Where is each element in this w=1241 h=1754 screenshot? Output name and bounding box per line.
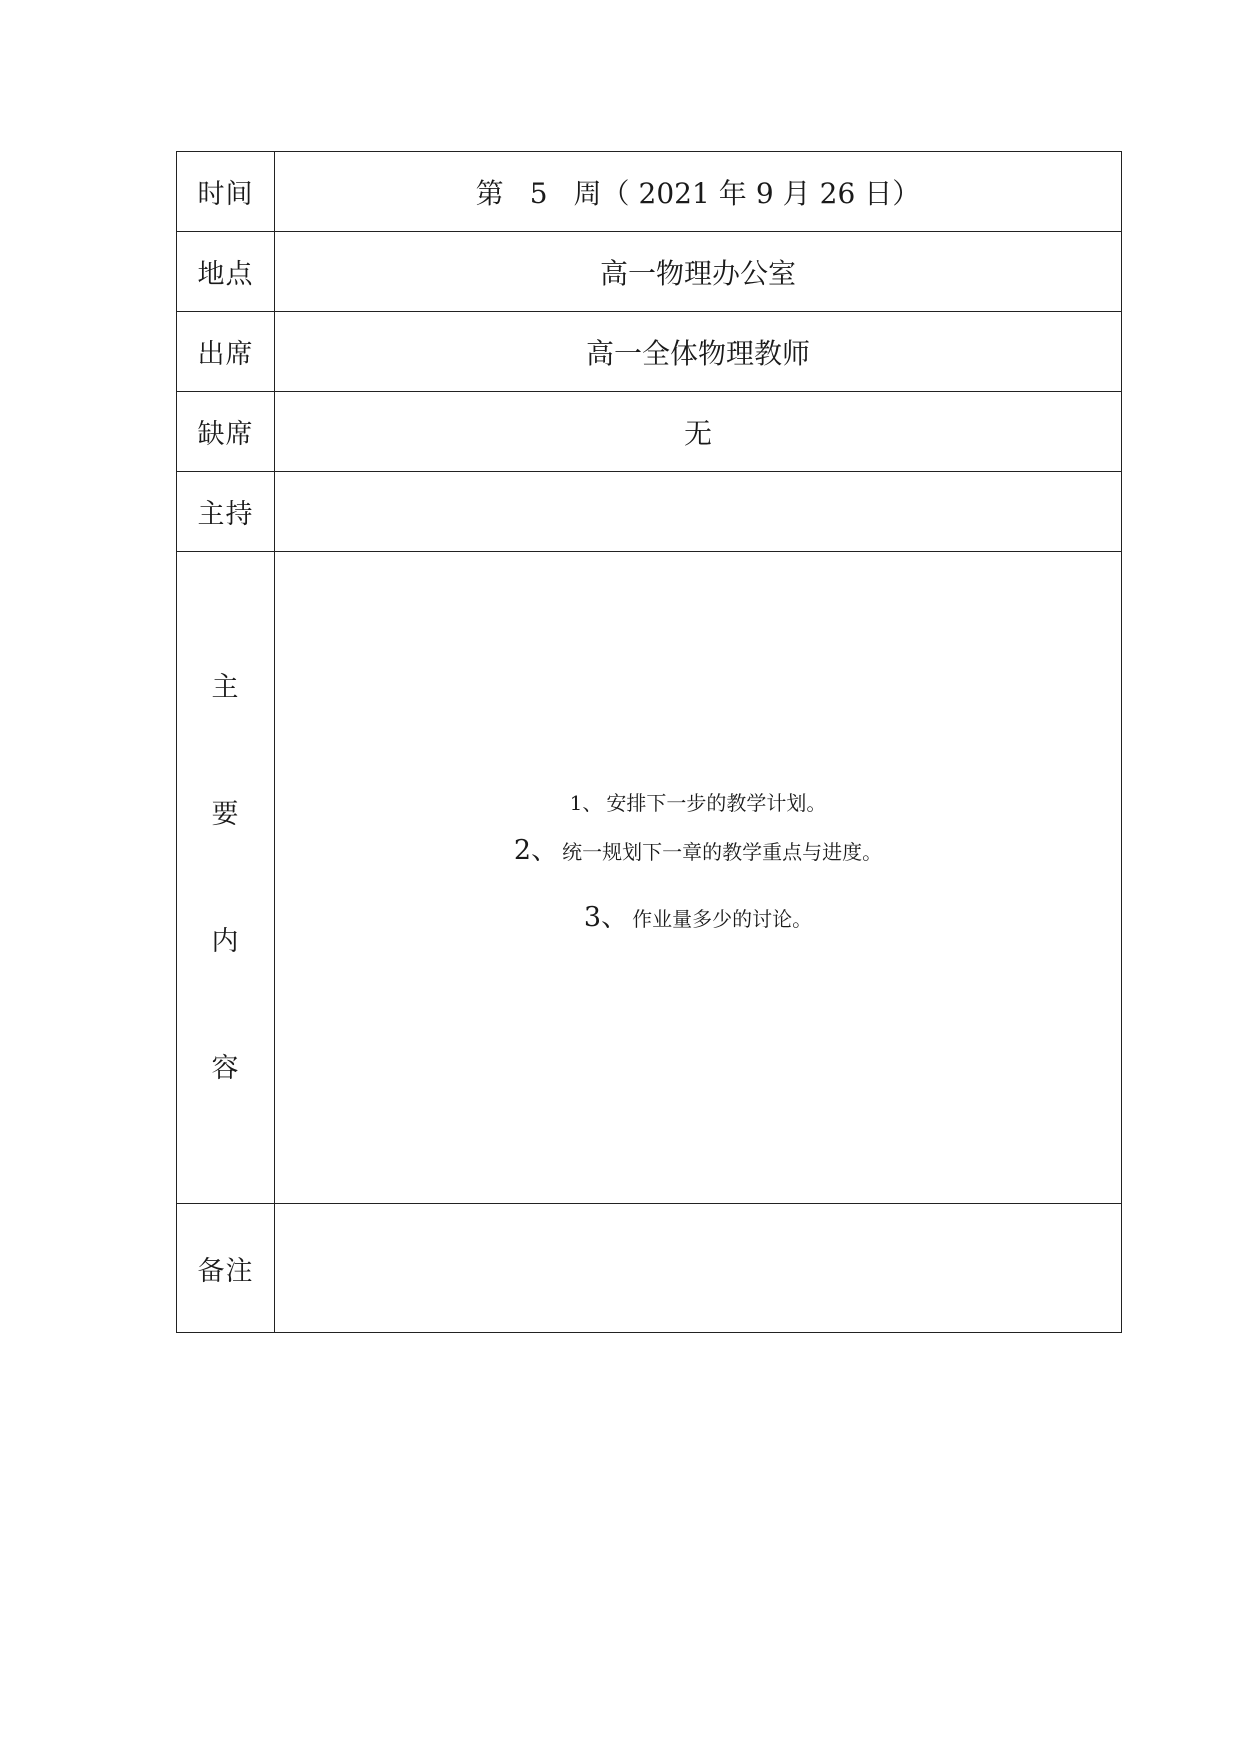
list-item — [514, 835, 882, 867]
meeting-record-table — [176, 151, 1122, 1333]
main-content-label — [177, 552, 275, 1204]
main-content-label-char: 要 — [211, 798, 240, 830]
absent-label: 缺席 — [177, 392, 275, 472]
day-value: 26 — [819, 176, 856, 210]
day-unit: 日） — [864, 176, 921, 210]
attendees-value: 高一全体物理教师 — [275, 312, 1122, 392]
week-number: 5 — [529, 176, 548, 210]
month-unit: 月 — [782, 176, 811, 210]
remarks-label: 备注 — [177, 1204, 275, 1333]
main-content-label-char: 容 — [211, 1052, 240, 1084]
item-number: 3、 — [583, 901, 629, 933]
time-label: 时间 — [177, 152, 275, 232]
list-item — [584, 902, 812, 934]
main-content-value — [275, 552, 1122, 1204]
item-number: 1、 — [569, 791, 603, 816]
host-label: 主持 — [177, 472, 275, 552]
remarks-value — [275, 1204, 1122, 1333]
location-value: 高一物理办公室 — [275, 232, 1122, 312]
main-content-label-char: 内 — [211, 925, 240, 957]
main-content-label-char: 主 — [211, 671, 240, 703]
main-content-row — [177, 552, 1122, 1204]
location-label: 地点 — [177, 232, 275, 312]
attendees-label: 出席 — [177, 312, 275, 392]
content-list — [275, 537, 1121, 1188]
month-value: 9 — [755, 176, 774, 210]
absent-row — [177, 392, 1122, 472]
absent-value: 无 — [275, 392, 1122, 472]
list-item — [570, 791, 827, 815]
item-number: 2、 — [513, 835, 559, 867]
location-row — [177, 232, 1122, 312]
item-text: 安排下一步的教学计划。 — [606, 791, 827, 816]
attendees-row — [177, 312, 1122, 392]
time-value — [275, 152, 1122, 232]
time-row — [177, 152, 1122, 232]
week-prefix: 第 — [475, 176, 504, 210]
week-suffix: 周（ — [573, 176, 630, 210]
item-text: 作业量多少的讨论。 — [632, 906, 813, 931]
year-unit: 年 — [718, 176, 747, 210]
item-text: 统一规划下一章的教学重点与进度。 — [562, 840, 883, 865]
remarks-row — [177, 1204, 1122, 1333]
year-value: 2021 — [638, 176, 710, 210]
